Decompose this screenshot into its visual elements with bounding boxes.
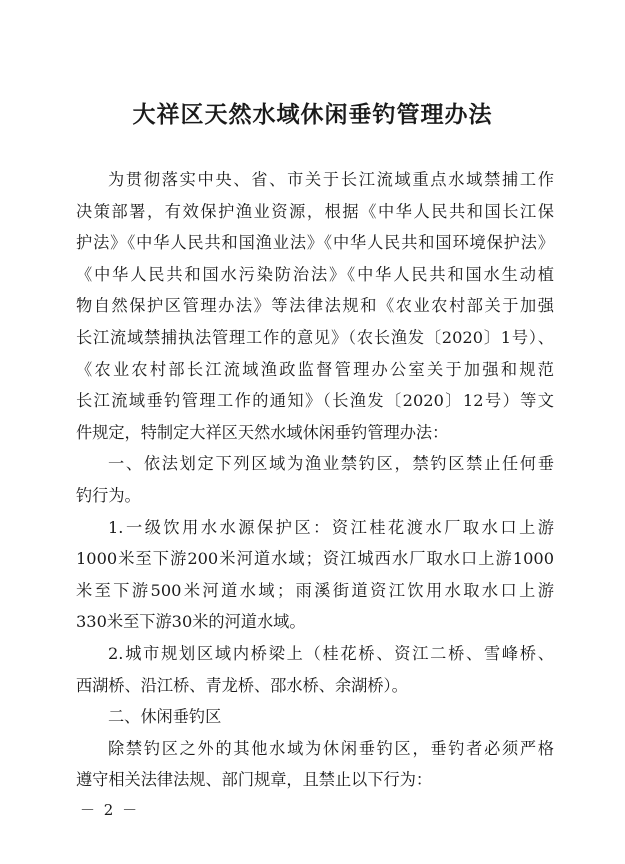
text-line: 二、休闲垂钓区 (108, 707, 222, 727)
document-body (76, 164, 554, 796)
paragraph-item-one (76, 512, 554, 638)
text-line: 一、依法划定下列区域为渔业禁钓区，禁钓区禁止任何垂 (108, 454, 554, 474)
text-line: 遵守相关法律法规、部门规章，且禁止以下行为： (76, 770, 433, 790)
text-line: 为贯彻落实中央、省、市关于长江流域重点水域禁捕工作 (108, 170, 554, 189)
text-line: 长江流域垂钓管理工作的通知》（长渔发〔2020〕12号）等文 (76, 391, 554, 411)
text-line: 件规定，特制定大祥区天然水域休闲垂钓管理办法： (76, 422, 449, 442)
paragraph-section-one (76, 448, 554, 511)
text-line: 《农业农村部长江流域渔政监督管理办公室关于加强和规范 (76, 359, 554, 379)
text-line: 西湖桥、沿江桥、青龙桥、邵水桥、余湖桥）。 (76, 675, 408, 695)
text-line: 钓行为。 (76, 485, 141, 505)
paragraph-section-two (76, 733, 554, 796)
text-line: 物自然保护区管理办法》等法律法规和《农业农村部关于加强 (76, 296, 554, 316)
paragraph-section-two-heading (76, 701, 554, 733)
text-line: 除禁钓区之外的其他水域为休闲垂钓区，垂钓者必须严格 (108, 738, 554, 758)
text-line: 长江流域禁捕执法管理工作的意见》（农长渔发〔2020〕1号）、 (76, 327, 554, 347)
text-line: 1.一级饮用水水源保护区：资江桂花渡水厂取水口上游 (108, 517, 554, 537)
text-line: 《中华人民共和国水污染防治法》《中华人民共和国水生动植 (76, 264, 554, 284)
text-line: 米至下游500米河道水域；雨溪街道资江饮用水取水口上游 (76, 580, 554, 600)
text-line: 决策部署，有效保护渔业资源，根据《中华人民共和国长江保 (76, 201, 554, 221)
paragraph-preamble (76, 164, 554, 448)
text-line: 护法》《中华人民共和国渔业法》《中华人民共和国环境保护法》 (76, 233, 554, 253)
paragraph-item-two (76, 638, 554, 701)
page-number: － 2 － (80, 801, 140, 819)
text-line: 1000米至下游200米河道水域；资江城西水厂取水口上游1000 (76, 549, 554, 569)
text-line: 330米至下游30米的河道水域。 (76, 612, 306, 632)
text-line: 2.城市规划区域内桥梁上（桂花桥、资江二桥、雪峰桥、 (108, 643, 554, 663)
document-title: 大祥区天然水域休闲垂钓管理办法 (132, 101, 493, 128)
